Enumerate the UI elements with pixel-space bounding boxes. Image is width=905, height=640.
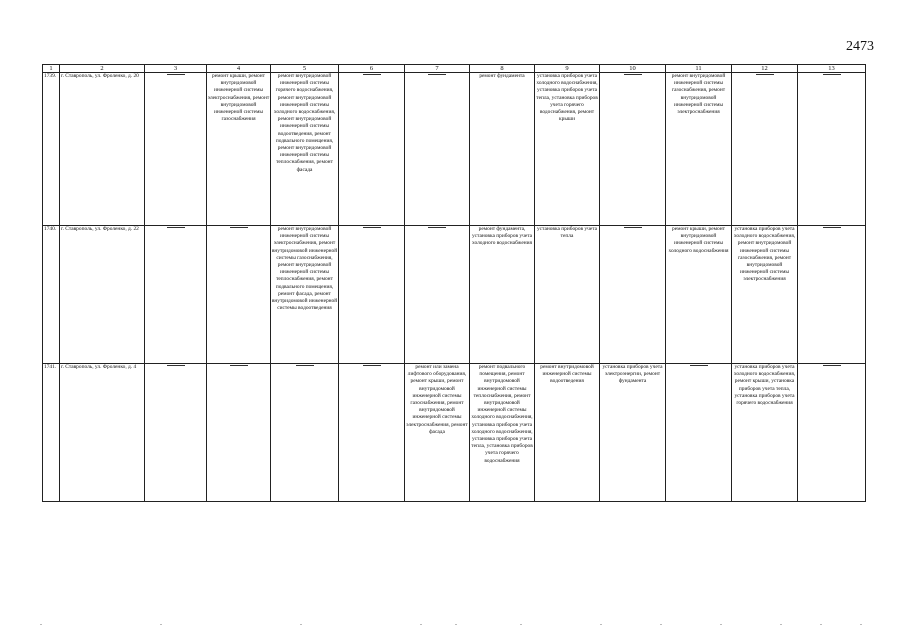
dash-mark	[230, 227, 248, 228]
column-header: 11	[666, 65, 732, 73]
row-number: 1739.	[43, 73, 60, 226]
dash-mark	[296, 365, 314, 366]
dash-cell	[405, 226, 470, 364]
dash-cell	[207, 226, 271, 364]
dash-cell	[600, 226, 666, 364]
address-cell: г. Ставрополь, ул. Фроленко, д. 22	[60, 226, 145, 364]
address-cell: г. Ставрополь, ул. Фроленко, д. 4	[60, 364, 145, 502]
works-cell: ремонт фундамента	[470, 73, 535, 226]
dash-cell	[145, 364, 207, 502]
works-cell: ремонт внутридомовой инженерной системы электроснабжения, ремонт внутридомовой инженерной системы газоснабжения, ремонт внутридомовой инженерной системы теплоснабжения, ремонт подвального помещения, ремонт фасада, ремонт внутридомовой инженерной системы водоотведения	[271, 226, 339, 364]
dash-cell	[600, 73, 666, 226]
works-cell: ремонт или замена лифтового оборудования, ремонт крыши, ремонт внутридомовой инженерной системы газоснабжения, ремонт внутридомовой инженерной системы электроснабжения, ремонт фасада	[405, 364, 470, 502]
dash-mark	[624, 74, 642, 75]
dash-cell	[798, 226, 866, 364]
dash-cell	[207, 364, 271, 502]
dash-cell	[271, 364, 339, 502]
page-number: 2473	[846, 39, 874, 54]
dash-mark	[363, 365, 381, 366]
dash-mark	[624, 227, 642, 228]
dash-mark	[167, 365, 185, 366]
works-cell: ремонт подвального помещения, ремонт внутридомовой инженерной системы теплоснабжения, ремонт внутридомовой инженерной системы холодного водоснабжения, установка приборов учета холодного водоснабжения, установка приборов учета тепла, установка приборов учета горячего водоснабжения	[470, 364, 535, 502]
table-row	[43, 364, 866, 502]
column-header: 13	[798, 65, 866, 73]
works-cell: установка приборов учета тепла	[535, 226, 600, 364]
column-header: 10	[600, 65, 666, 73]
dash-cell	[145, 73, 207, 226]
column-header: 5	[271, 65, 339, 73]
works-cell: ремонт крыши, ремонт внутридомовой инженерной системы электроснабжения, ремонт внутридомовой инженерной системы газоснабжения	[207, 73, 271, 226]
scan-noise	[0, 620, 905, 630]
dash-mark	[823, 227, 841, 228]
dash-cell	[339, 73, 405, 226]
dash-cell	[145, 226, 207, 364]
dash-mark	[167, 74, 185, 75]
row-number: 1740.	[43, 226, 60, 364]
dash-cell	[798, 364, 866, 502]
column-header: 2	[60, 65, 145, 73]
dash-cell	[339, 226, 405, 364]
dash-mark	[428, 74, 446, 75]
column-header: 8	[470, 65, 535, 73]
dash-mark	[756, 74, 774, 75]
dash-mark	[690, 365, 708, 366]
dash-mark	[823, 74, 841, 75]
dash-mark	[428, 227, 446, 228]
works-cell: ремонт внутридомовой инженерной системы газоснабжения, ремонт внутридомовой инженерной системы электроснабжения	[666, 73, 732, 226]
table-row	[43, 226, 866, 364]
works-cell: установка приборов учета холодного водоснабжения, ремонт внутридомовой инженерной системы газоснабжения, ремонт внутридомовой инженерной системы электроснабжения	[732, 226, 798, 364]
column-header: 4	[207, 65, 271, 73]
dash-cell	[339, 364, 405, 502]
row-number: 1741.	[43, 364, 60, 502]
capital-repair-table	[42, 64, 866, 502]
works-cell: ремонт крыши, ремонт внутридомовой инженерной системы холодного водоснабжения	[666, 226, 732, 364]
dash-cell	[732, 73, 798, 226]
dash-cell	[405, 73, 470, 226]
column-header: 6	[339, 65, 405, 73]
column-header: 1	[43, 65, 60, 73]
dash-cell	[666, 364, 732, 502]
works-cell: ремонт внутридомовой инженерной системы горячего водоснабжения, ремонт внутридомовой инженерной системы холодного водоснабжения, ремонт внутридомовой инженерной системы водоотведения, ремонт подвального помещения, ремонт внутридомовой инженерной системы теплоснабжения, ремонт фасада	[271, 73, 339, 226]
dash-mark	[363, 74, 381, 75]
column-header: 7	[405, 65, 470, 73]
dash-mark	[230, 365, 248, 366]
address-cell: г. Ставрополь, ул. Фроленко, д. 20	[60, 73, 145, 226]
works-cell: установка приборов учета холодного водоснабжения, ремонт крыши, установка приборов учета тепла, установка приборов учета горячего водоснабжения	[732, 364, 798, 502]
column-header: 12	[732, 65, 798, 73]
table-row	[43, 73, 866, 226]
dash-cell	[798, 73, 866, 226]
works-cell: ремонт фундамента, установка приборов учета холодного водоснабжения	[470, 226, 535, 364]
dash-mark	[167, 227, 185, 228]
works-cell: ремонт внутридомовой инженерной системы водоотведения	[535, 364, 600, 502]
works-cell: установка приборов учета холодного водоснабжения, установка приборов учета тепла, установка приборов учета горячего водоснабжения, ремонт крыши	[535, 73, 600, 226]
column-header: 9	[535, 65, 600, 73]
dash-mark	[363, 227, 381, 228]
dash-mark	[823, 365, 841, 366]
works-cell: установка приборов учета электроэнергии, ремонт фундамента	[600, 364, 666, 502]
column-number-row	[43, 65, 866, 73]
column-header: 3	[145, 65, 207, 73]
